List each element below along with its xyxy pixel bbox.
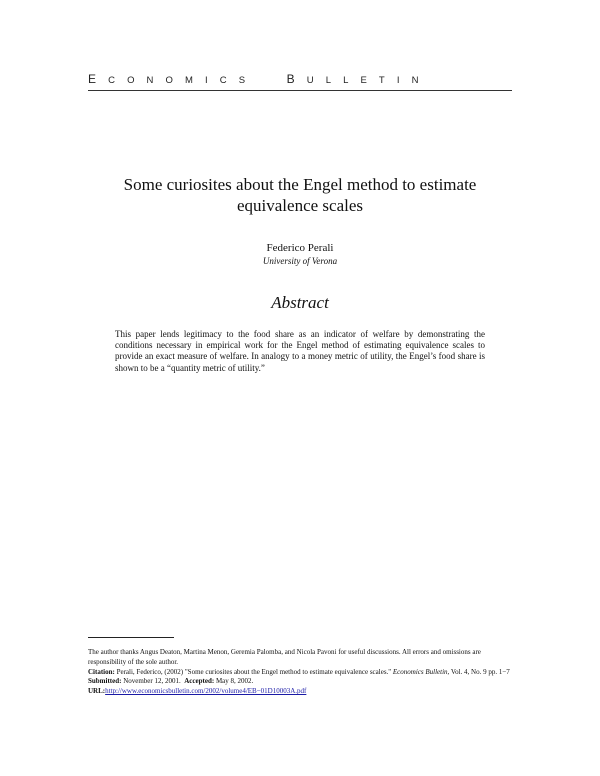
submitted-date: November 12, 2001. <box>123 677 181 686</box>
footnotes <box>88 648 512 697</box>
author-name: Federico Perali <box>266 242 334 254</box>
abstract-text: This paper lends legitimacy to the food share as an indicator of welfare by demonstrating the conditions necessary in empirical work for the Engel method of estimating equivalence scales to provide an exact measure of welfare. In analogy to a money metric of utility, the Engel’s food share is shown to be a “quantity metric of utility.” <box>115 329 485 373</box>
header-rule <box>88 90 512 91</box>
journal-first-initial: E <box>88 72 109 86</box>
citation-note <box>88 668 512 678</box>
citation-journal: Economics Bulletin, <box>392 667 450 676</box>
journal-header <box>88 72 512 86</box>
submitted-label: Submitted: <box>88 677 122 686</box>
url-note <box>88 687 512 697</box>
citation-text: Perali, Federico, (2002) "Some curiosites about the Engel method to estimate equivalence scales." <box>116 667 392 676</box>
abstract-heading: Abstract <box>271 293 329 312</box>
url-label: URL: <box>88 687 106 696</box>
author-affiliation: University of Verona <box>262 256 338 266</box>
submission-note <box>88 677 512 687</box>
paper-title-line-2: equivalence scales <box>236 196 363 215</box>
citation-volume: Vol. 4, No. 9 pp. 1−7 <box>450 667 510 676</box>
accepted-label: Accepted: <box>184 677 215 686</box>
journal-second-initial: B <box>286 72 307 86</box>
acknowledgement-note: The author thanks Angus Deaton, Martina Menon, Geremia Palomba, and Nicola Pavoni for useful discussions. All errors and omissions are responsibility of the sole author. <box>88 648 481 666</box>
paper-title <box>88 174 512 216</box>
journal-first-rest: CONOMICS <box>108 75 258 86</box>
paper-url-link[interactable]: http://www.economicsbulletin.com/2002/volume4/EB−01D10003A.pdf <box>105 687 307 696</box>
footnote-rule <box>88 637 174 638</box>
paper-title-line-1: Some curiosites about the Engel method to estimate <box>123 175 477 194</box>
citation-label: Citation: <box>88 667 115 676</box>
accepted-date: May 8, 2002. <box>215 677 254 686</box>
journal-second-rest: ULLETIN <box>306 75 431 86</box>
